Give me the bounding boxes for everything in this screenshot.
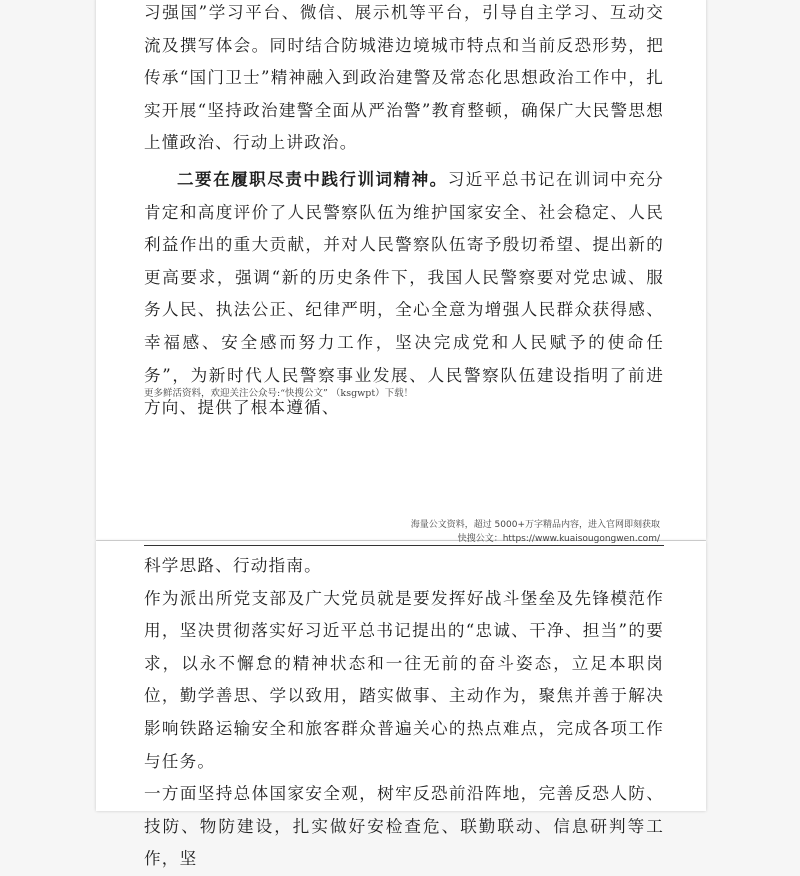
body-paragraph-two (144, 163, 664, 425)
page-header-note (411, 518, 660, 546)
body-paragraph-lower: 科学思路、行动指南。 作为派出所党支部及广大党员就是要发挥好战斗堡垒及先锋模范作用，坚决贯彻落实好习近平总书记提出的“忠诚、干净、担当”的要求，以永不懈怠的精神状态和一往无前的奋斗姿态，立足本职岗位，勤学善思、学以致用，踏实做事、主动作为，聚焦并善于解决影响铁路运输安全和旅客群众普遍关心的热点难点，完成各项工作与任务。 一方面坚持总体国家安全观，树牢反恐前沿阵地，完善反恐人防、技防、物防建设，扎实做好安检查危、联勤联动、信息研判等工作，坚 (144, 556, 664, 869)
header-rule (144, 545, 664, 546)
header-note-url-line: 快搜公文：https://www.kuaisougongwen.com/ (457, 534, 660, 544)
document-page-upper (96, 0, 706, 540)
header-note-line: 海量公文资料，超过 5000+万字精品内容，进入官网即刻获取 (410, 520, 660, 530)
document-page-lower (96, 520, 706, 869)
paragraph-body: 习近平总书记在训词中充分肯定和高度评价了人民警察队伍为维护国家安全、社会稳定、人民利益作出的重大贡献，并对人民警察队伍寄予殷切希望、提出新的更高要求，强调“新的历史条件下，我国人民警察要对党忠诚、服务人民、执法公正、纪律严明，全心全意为增强人民群众获得感、幸福感、安全感而努力工作，坚决完成党和人民赋予的使命任务”，为新时代人民警察事业发展、人民警察队伍建设指明了前进方向、提供了根本遵循、 (144, 170, 665, 418)
paragraph-lead-heading: 二要在履职尽责中践行训词精神。 (177, 169, 448, 189)
page-footer-note: 更多鲜活资料，欢迎关注公众号:“快搜公文” （ksgwpt）下载！ (144, 388, 414, 399)
body-paragraph-continued: 习强国”学习平台、微信、展示机等平台，引导自主学习、互动交流及撰写体会。同时结合防城港边境城市特点和当前反恐形势，把传承“国门卫士”精神融入到政治建警及常态化思想政治工作中，扎实开展“坚持政治建警全面从严治警”教育整顿，确保广大民警思想上懂政治、行动上讲政治。 (144, 3, 664, 153)
